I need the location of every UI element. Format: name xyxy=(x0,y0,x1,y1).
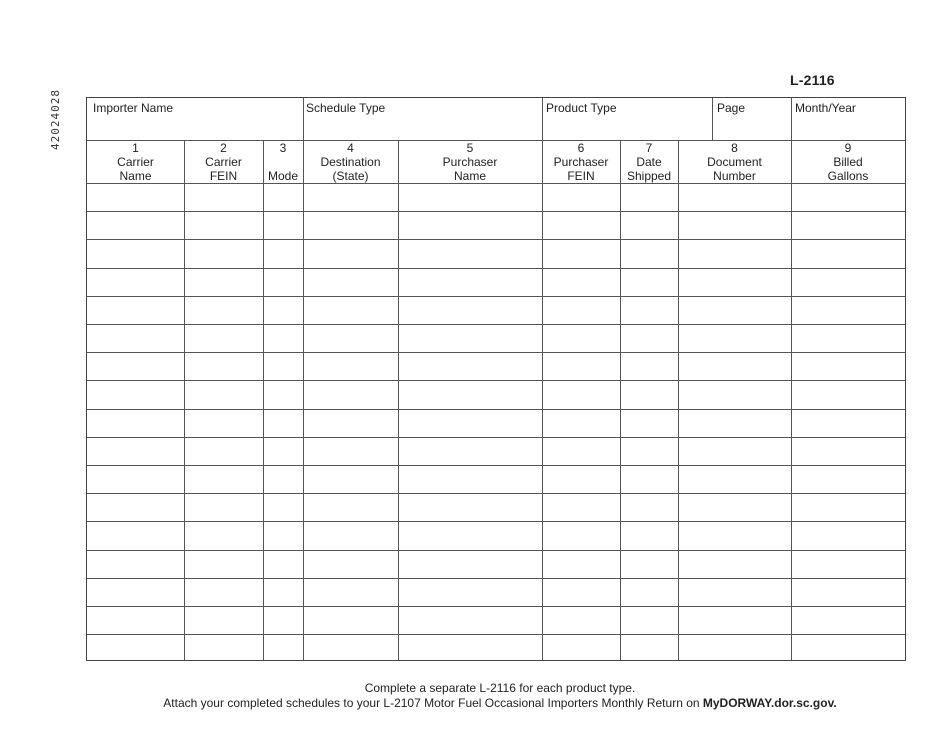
column-label-line-1: Document xyxy=(707,155,762,169)
column-label-line-1: Carrier xyxy=(205,155,242,169)
table-cell[interactable] xyxy=(185,494,263,521)
table-cell[interactable] xyxy=(88,325,184,352)
table-cell[interactable] xyxy=(399,494,542,521)
table-cell[interactable] xyxy=(264,212,303,239)
table-cell[interactable] xyxy=(399,381,542,408)
column-number: 2 xyxy=(220,141,227,155)
column-label-line-2: Mode xyxy=(267,169,299,183)
grid-vline xyxy=(791,98,792,140)
table-cell[interactable] xyxy=(88,607,184,634)
column-number: 6 xyxy=(577,141,585,155)
mydorway-link[interactable]: MyDORWAY.dor.sc.gov. xyxy=(702,696,837,710)
table-cell[interactable] xyxy=(543,494,620,521)
table-cell[interactable] xyxy=(304,184,398,211)
table-cell[interactable] xyxy=(792,466,905,493)
column-number: 5 xyxy=(466,141,474,155)
instruction-line-1: Complete a separate L-2116 for each product type. xyxy=(364,681,636,695)
grid-vline xyxy=(303,98,304,140)
table-cell[interactable] xyxy=(679,410,791,437)
table-cell[interactable] xyxy=(185,438,263,465)
table-cell[interactable] xyxy=(679,240,791,267)
table-cell[interactable] xyxy=(621,325,678,352)
table-cell[interactable] xyxy=(792,551,905,578)
table-cell[interactable] xyxy=(621,184,678,211)
column-number: 9 xyxy=(844,141,852,155)
table-cell[interactable] xyxy=(792,579,905,606)
table-cell[interactable] xyxy=(621,635,678,662)
table-cell[interactable] xyxy=(185,325,263,352)
table-cell[interactable] xyxy=(399,579,542,606)
table-cell[interactable] xyxy=(185,353,263,380)
table-cell[interactable] xyxy=(399,551,542,578)
table-cell[interactable] xyxy=(543,579,620,606)
table-cell[interactable] xyxy=(679,269,791,296)
table-cell[interactable] xyxy=(399,410,542,437)
table-cell[interactable] xyxy=(679,381,791,408)
table-cell[interactable] xyxy=(304,381,398,408)
column-label-line-2: Name xyxy=(119,169,152,183)
table-cell[interactable] xyxy=(88,635,184,662)
table-cell[interactable] xyxy=(679,551,791,578)
table-cell[interactable] xyxy=(88,522,184,549)
table-cell[interactable] xyxy=(304,551,398,578)
table-cell[interactable] xyxy=(185,522,263,549)
table-cell[interactable] xyxy=(304,466,398,493)
column-label-line-2: Gallons xyxy=(827,169,869,183)
table-cell[interactable] xyxy=(792,607,905,634)
table-cell[interactable] xyxy=(621,522,678,549)
table-cell[interactable] xyxy=(679,212,791,239)
table-cell[interactable] xyxy=(543,297,620,324)
table-cell[interactable] xyxy=(264,466,303,493)
table-cell[interactable] xyxy=(679,494,791,521)
table-cell[interactable] xyxy=(621,410,678,437)
table-cell[interactable] xyxy=(264,184,303,211)
column-label-line-1 xyxy=(263,155,303,169)
table-cell[interactable] xyxy=(543,212,620,239)
table-cell[interactable] xyxy=(621,466,678,493)
table-cell[interactable] xyxy=(679,607,791,634)
table-cell[interactable] xyxy=(792,381,905,408)
table-cell[interactable] xyxy=(399,297,542,324)
table-cell[interactable] xyxy=(543,325,620,352)
table-cell[interactable] xyxy=(679,635,791,662)
grid-vline xyxy=(712,98,713,140)
table-cell[interactable] xyxy=(621,494,678,521)
table-cell[interactable] xyxy=(88,353,184,380)
table-cell[interactable] xyxy=(264,240,303,267)
table-cell[interactable] xyxy=(679,466,791,493)
column-number: 8 xyxy=(731,141,738,155)
table-cell[interactable] xyxy=(543,184,620,211)
table-cell[interactable] xyxy=(304,522,398,549)
table-cell[interactable] xyxy=(304,607,398,634)
table-cell[interactable] xyxy=(679,353,791,380)
table-cell[interactable] xyxy=(792,522,905,549)
table-cell[interactable] xyxy=(399,184,542,211)
table-cell[interactable] xyxy=(399,607,542,634)
table-cell[interactable] xyxy=(264,579,303,606)
table-cell[interactable] xyxy=(679,325,791,352)
barcode-number: 42024028 xyxy=(49,89,62,150)
table-cell[interactable] xyxy=(543,635,620,662)
table-cell[interactable] xyxy=(792,494,905,521)
table-cell[interactable] xyxy=(792,353,905,380)
column-number: 7 xyxy=(645,141,653,155)
table-cell[interactable] xyxy=(621,381,678,408)
instructions xyxy=(0,681,950,711)
table-cell[interactable] xyxy=(264,269,303,296)
table-cell[interactable] xyxy=(304,240,398,267)
table-cell[interactable] xyxy=(88,297,184,324)
table-cell[interactable] xyxy=(621,212,678,239)
table-cell[interactable] xyxy=(185,269,263,296)
table-cell[interactable] xyxy=(264,438,303,465)
table-cell[interactable] xyxy=(264,494,303,521)
table-cell[interactable] xyxy=(304,579,398,606)
table-cell[interactable] xyxy=(621,353,678,380)
table-cell[interactable] xyxy=(264,381,303,408)
product-type-field[interactable]: Product Type xyxy=(546,101,617,115)
table-cell[interactable] xyxy=(304,353,398,380)
column-header-9 xyxy=(791,141,905,183)
table-cell[interactable] xyxy=(399,212,542,239)
month-year-field[interactable]: Month/Year xyxy=(795,101,856,115)
column-header-7 xyxy=(620,141,678,183)
table-cell[interactable] xyxy=(543,353,620,380)
column-label-line-1: Carrier xyxy=(117,155,154,169)
table-cell[interactable] xyxy=(304,494,398,521)
table-cell[interactable] xyxy=(543,381,620,408)
table-cell[interactable] xyxy=(621,438,678,465)
instruction-line-2 xyxy=(0,696,950,711)
table-cell[interactable] xyxy=(399,466,542,493)
table-cell[interactable] xyxy=(399,240,542,267)
column-header-8 xyxy=(678,141,791,183)
column-label-line-1: Destination xyxy=(320,155,381,169)
table-cell[interactable] xyxy=(185,466,263,493)
column-number: 4 xyxy=(347,141,354,155)
column-label-line-2: (State) xyxy=(332,169,369,183)
column-label-line-1: Purchaser xyxy=(442,155,498,169)
table-cell[interactable] xyxy=(621,240,678,267)
schedule-table xyxy=(86,97,906,661)
table-cell[interactable] xyxy=(304,438,398,465)
table-cell[interactable] xyxy=(679,522,791,549)
table-cell[interactable] xyxy=(304,269,398,296)
table-cell[interactable] xyxy=(88,579,184,606)
page-field[interactable]: Page xyxy=(717,101,746,115)
column-header-5 xyxy=(398,141,542,183)
table-cell[interactable] xyxy=(543,551,620,578)
table-cell[interactable] xyxy=(264,607,303,634)
table-cell[interactable] xyxy=(88,410,184,437)
column-label-line-1: Purchaser xyxy=(553,155,609,169)
table-cell[interactable] xyxy=(88,240,184,267)
column-label-line-1: Date xyxy=(636,155,662,169)
table-cell[interactable] xyxy=(621,579,678,606)
table-cell[interactable] xyxy=(792,184,905,211)
table-cell[interactable] xyxy=(264,551,303,578)
table-cell[interactable] xyxy=(792,297,905,324)
column-label-line-2: Number xyxy=(713,169,756,183)
table-cell[interactable] xyxy=(304,325,398,352)
table-cell[interactable] xyxy=(88,438,184,465)
table-cell[interactable] xyxy=(621,607,678,634)
table-cell[interactable] xyxy=(792,240,905,267)
table-cell[interactable] xyxy=(185,240,263,267)
table-cell[interactable] xyxy=(543,607,620,634)
table-cell[interactable] xyxy=(88,269,184,296)
table-cell[interactable] xyxy=(399,635,542,662)
table-cell[interactable] xyxy=(792,212,905,239)
column-label-line-1: Billed xyxy=(833,155,863,169)
table-cell[interactable] xyxy=(399,438,542,465)
table-cell[interactable] xyxy=(621,551,678,578)
table-cell[interactable] xyxy=(679,579,791,606)
instruction-line-2-text: Attach your completed schedules to your L-2107 Motor Fuel Occasional Importers Monthly Return on xyxy=(163,696,703,710)
table-cell[interactable] xyxy=(304,635,398,662)
column-number: 1 xyxy=(132,141,139,155)
table-cell[interactable] xyxy=(185,579,263,606)
column-header-1 xyxy=(87,141,184,183)
table-cell[interactable] xyxy=(88,212,184,239)
table-cell[interactable] xyxy=(185,410,263,437)
table-cell[interactable] xyxy=(185,212,263,239)
column-header-3 xyxy=(263,141,303,183)
table-cell[interactable] xyxy=(264,522,303,549)
table-cell[interactable] xyxy=(399,522,542,549)
table-cell[interactable] xyxy=(88,381,184,408)
table-cell[interactable] xyxy=(621,269,678,296)
column-header-6 xyxy=(542,141,620,183)
table-cell[interactable] xyxy=(792,325,905,352)
table-cell[interactable] xyxy=(543,522,620,549)
table-cell[interactable] xyxy=(185,635,263,662)
schedule-type-field[interactable]: Schedule Type xyxy=(306,101,386,115)
table-cell[interactable] xyxy=(792,269,905,296)
table-cell[interactable] xyxy=(185,381,263,408)
table-cell[interactable] xyxy=(88,466,184,493)
table-cell[interactable] xyxy=(88,551,184,578)
table-cell[interactable] xyxy=(304,410,398,437)
column-label-line-2: Shipped xyxy=(626,169,672,183)
table-cell[interactable] xyxy=(304,297,398,324)
table-cell[interactable] xyxy=(264,353,303,380)
table-cell[interactable] xyxy=(792,635,905,662)
table-cell[interactable] xyxy=(543,438,620,465)
column-label-line-2: Name xyxy=(453,169,486,183)
table-cell[interactable] xyxy=(264,325,303,352)
table-cell[interactable] xyxy=(792,438,905,465)
column-label-line-2: FEIN xyxy=(209,169,238,183)
table-cell[interactable] xyxy=(88,494,184,521)
column-number: 3 xyxy=(279,141,287,155)
table-cell[interactable] xyxy=(88,184,184,211)
table-cell[interactable] xyxy=(543,269,620,296)
table-cell[interactable] xyxy=(185,607,263,634)
grid-vline xyxy=(542,98,543,140)
table-cell[interactable] xyxy=(185,297,263,324)
column-header-4 xyxy=(303,141,398,183)
table-cell[interactable] xyxy=(679,184,791,211)
importer-name-field[interactable]: Importer Name xyxy=(93,101,174,115)
table-cell[interactable] xyxy=(399,269,542,296)
table-cell[interactable] xyxy=(399,353,542,380)
table-cell[interactable] xyxy=(264,297,303,324)
column-label-line-2: FEIN xyxy=(567,169,595,183)
table-cell[interactable] xyxy=(679,438,791,465)
table-cell[interactable] xyxy=(185,184,263,211)
form-number: L-2116 xyxy=(790,72,835,88)
table-cell[interactable] xyxy=(543,410,620,437)
table-cell[interactable] xyxy=(399,325,542,352)
column-header-2 xyxy=(184,141,263,183)
table-cell[interactable] xyxy=(264,635,303,662)
table-cell[interactable] xyxy=(792,410,905,437)
table-cell[interactable] xyxy=(621,297,678,324)
table-cell[interactable] xyxy=(543,466,620,493)
table-cell[interactable] xyxy=(304,212,398,239)
table-cell[interactable] xyxy=(264,410,303,437)
table-cell[interactable] xyxy=(679,297,791,324)
table-cell[interactable] xyxy=(543,240,620,267)
table-cell[interactable] xyxy=(185,551,263,578)
